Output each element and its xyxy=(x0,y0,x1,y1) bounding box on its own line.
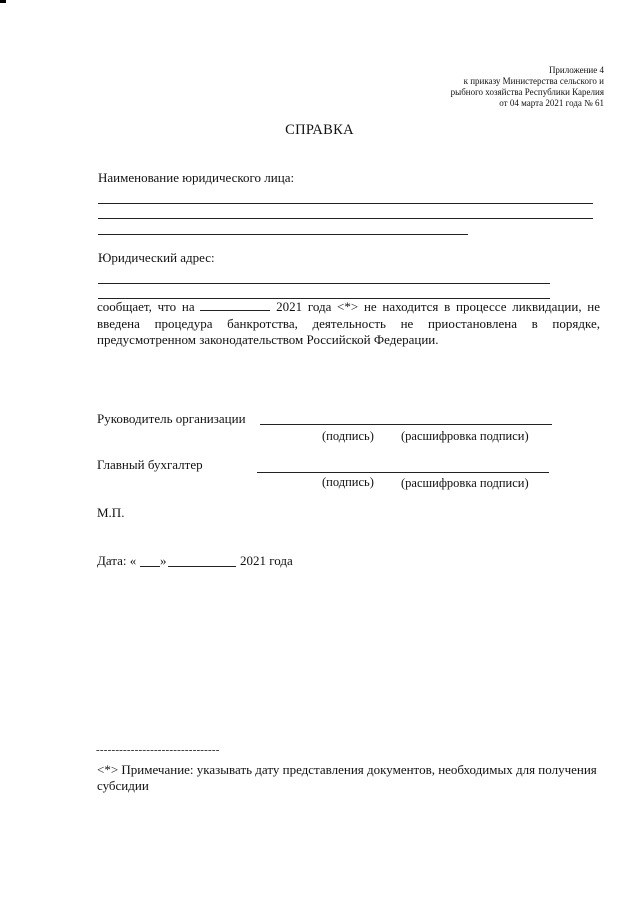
appendix-ministry-line: рыбного хозяйства Республики Карелия xyxy=(450,87,604,97)
appendix-order-line: к приказу Министерства сельского и xyxy=(463,76,604,86)
legal-name-line-3[interactable] xyxy=(98,234,468,235)
legal-address-label: Юридический адрес: xyxy=(98,250,215,265)
legal-address-line-1[interactable] xyxy=(98,283,550,284)
document-title: СПРАВКА xyxy=(285,122,354,138)
date-month-blank[interactable] xyxy=(168,566,236,567)
footnote-text: <*> Примечание: указывать дату представления документов, необходимых для получения субсидии xyxy=(97,762,597,793)
head-signature-caption: (подпись) xyxy=(322,429,374,443)
appendix-number: Приложение 4 xyxy=(548,65,604,75)
appendix-date-line: от 04 марта 2021 года № 61 xyxy=(499,98,604,108)
date-close-quote: » xyxy=(160,553,167,568)
accountant-signature-line[interactable] xyxy=(257,472,549,473)
legal-name-line-1[interactable] xyxy=(98,203,593,204)
legal-name-label: Наименование юридического лица: xyxy=(98,170,295,185)
accountant-decoding-caption: (расшифровка подписи) xyxy=(401,476,529,490)
accountant-signature-caption: (подпись) xyxy=(322,475,374,489)
head-decoding-caption: (расшифровка подписи) xyxy=(401,429,529,443)
head-of-organization-label: Руководитель организации xyxy=(97,411,246,426)
seal-placeholder: М.П. xyxy=(97,505,125,520)
scan-corner-mark xyxy=(0,0,6,3)
statement-date-blank[interactable] xyxy=(200,300,270,311)
date-label: Дата: « xyxy=(97,553,137,568)
footnote-separator: -------------------------------- xyxy=(96,744,220,756)
head-signature-line[interactable] xyxy=(260,424,552,425)
statement-text: 2021 года <*> не находится в процессе ликвидации, не введена процедура банкротства, деятельность не приостановлена в порядке, предусмотренном законодательством Российской Федерации. xyxy=(97,299,601,347)
date-year: 2021 года xyxy=(240,553,293,568)
appendix-header xyxy=(344,65,604,109)
chief-accountant-label: Главный бухгалтер xyxy=(97,457,203,472)
legal-name-line-2[interactable] xyxy=(98,218,593,219)
date-day-blank[interactable] xyxy=(140,566,160,567)
statement-intro: сообщает, что на xyxy=(97,299,195,314)
statement-paragraph xyxy=(97,299,600,349)
